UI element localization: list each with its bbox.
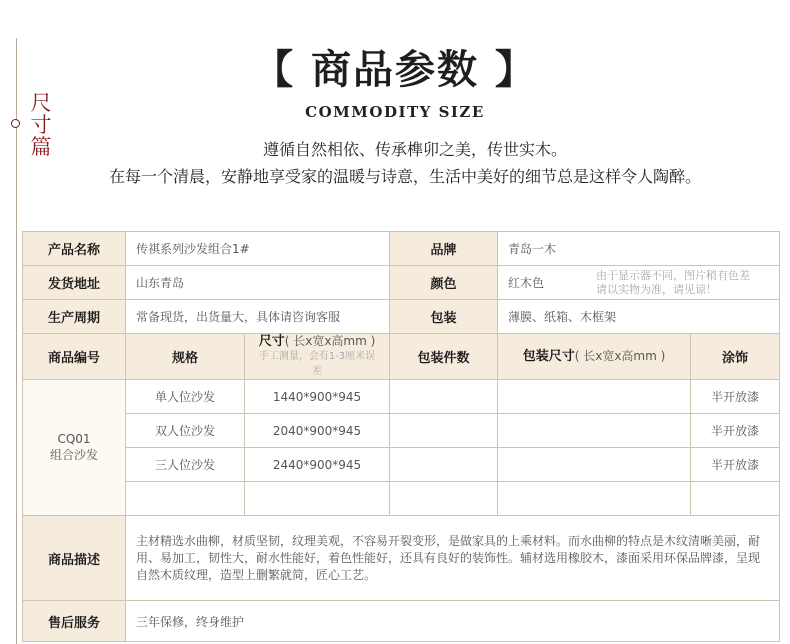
- pack-value: 薄膜、纸箱、木框架: [498, 300, 780, 334]
- row-spec: 单人位沙发: [126, 380, 245, 414]
- table-row: [23, 601, 780, 642]
- table-row: [23, 300, 780, 334]
- row-pack-count: [390, 448, 498, 482]
- table-row: [23, 448, 780, 482]
- row-size: 1440*900*945: [245, 380, 390, 414]
- page-subtitle: COMMODITY SIZE: [305, 103, 485, 121]
- header-finish: 涂饰: [691, 334, 780, 380]
- product-code-name: 组合沙发: [49, 448, 98, 462]
- header-pack-size-label: 包装尺寸: [522, 349, 575, 364]
- row-pack-size: [498, 414, 691, 448]
- brand-label: 品牌: [390, 232, 498, 266]
- color-label: 颜色: [390, 266, 498, 300]
- cycle-label: 生产周期: [23, 300, 126, 334]
- row-spec: 三人位沙发: [126, 448, 245, 482]
- product-name-value: 传祺系列沙发组合1#: [126, 232, 390, 266]
- color-cell: [498, 266, 780, 300]
- product-code-cell: [23, 380, 126, 516]
- header-code: 商品编号: [23, 334, 126, 380]
- empty-cell: [691, 482, 780, 516]
- table-row: [23, 414, 780, 448]
- table-header-row: [23, 334, 780, 380]
- description-label: 商品描述: [23, 516, 126, 601]
- row-pack-count: [390, 380, 498, 414]
- table-row: [23, 266, 780, 300]
- after-sales-value: 三年保修，终身维护: [126, 601, 780, 642]
- color-note-line: 由于显示器不同，图片稍有色差: [596, 268, 751, 282]
- product-name-label: 产品名称: [23, 232, 126, 266]
- description-text: 主材精选水曲柳，材质坚韧，纹理美观，不容易开裂变形，是做家具的上乘材料。而水曲柳的特点是木纹清晰美丽，耐用、易加工，韧性大，耐水性能好，着色性能好，还具有良好的装饰性。辅材选用橡胶木，漆面采用环保品牌漆，呈现自然木质纹理，造型上删繁就简，匠心工艺。: [126, 516, 780, 601]
- color-note-line: 请以实物为准，请见谅！: [596, 282, 718, 296]
- side-decor-line: [16, 38, 17, 644]
- brand-value: 青岛一木: [498, 232, 780, 266]
- table-row: [23, 232, 780, 266]
- header-size: [245, 334, 390, 380]
- header-size-note: 手工测量，会有1-3厘米误差: [258, 351, 376, 377]
- empty-cell: [390, 482, 498, 516]
- header-pack-size-unit: ( 长x宽x高mm ): [574, 349, 666, 363]
- color-value: 红木色: [508, 276, 545, 290]
- empty-cell: [498, 482, 691, 516]
- color-note: [596, 269, 750, 297]
- row-finish: 半开放漆: [691, 414, 780, 448]
- side-label-char: 寸: [30, 113, 52, 137]
- slogan-line-2: 在每一个清晨，安静地享受家的温暖与诗意，生活中美好的细节总是这样令人陶醉。: [108, 167, 701, 186]
- table-row: [23, 380, 780, 414]
- row-pack-count: [390, 414, 498, 448]
- header-size-label: 尺寸: [258, 334, 285, 349]
- after-sales-label: 售后服务: [23, 601, 126, 642]
- row-size: 2440*900*945: [245, 448, 390, 482]
- header-size-unit: ( 长x宽x高mm ): [284, 334, 376, 348]
- header-pack-size: [498, 334, 691, 380]
- row-size: 2040*900*945: [245, 414, 390, 448]
- row-pack-size: [498, 380, 691, 414]
- side-label-char: 尺: [30, 91, 52, 115]
- header-spec: 规格: [126, 334, 245, 380]
- empty-cell: [245, 482, 390, 516]
- row-pack-size: [498, 448, 691, 482]
- row-finish: 半开放漆: [691, 380, 780, 414]
- slogan-line-1: 遵循自然相依、传承榫卯之美，传世实木。: [262, 140, 567, 159]
- cycle-value: 常备现货，出货量大，具体请咨询客服: [126, 300, 390, 334]
- spec-table: [22, 231, 780, 642]
- table-row-empty: [23, 482, 780, 516]
- ship-value: 山东青岛: [126, 266, 390, 300]
- product-code: CQ01: [57, 432, 91, 446]
- row-spec: 双人位沙发: [126, 414, 245, 448]
- pack-label: 包装: [390, 300, 498, 334]
- ship-label: 发货地址: [23, 266, 126, 300]
- side-label-char: 篇: [30, 135, 52, 159]
- table-row: [23, 516, 780, 601]
- empty-cell: [126, 482, 245, 516]
- row-finish: 半开放漆: [691, 448, 780, 482]
- header-pack-count: 包装件数: [390, 334, 498, 380]
- page-title: 【 商品参数 】: [253, 46, 537, 93]
